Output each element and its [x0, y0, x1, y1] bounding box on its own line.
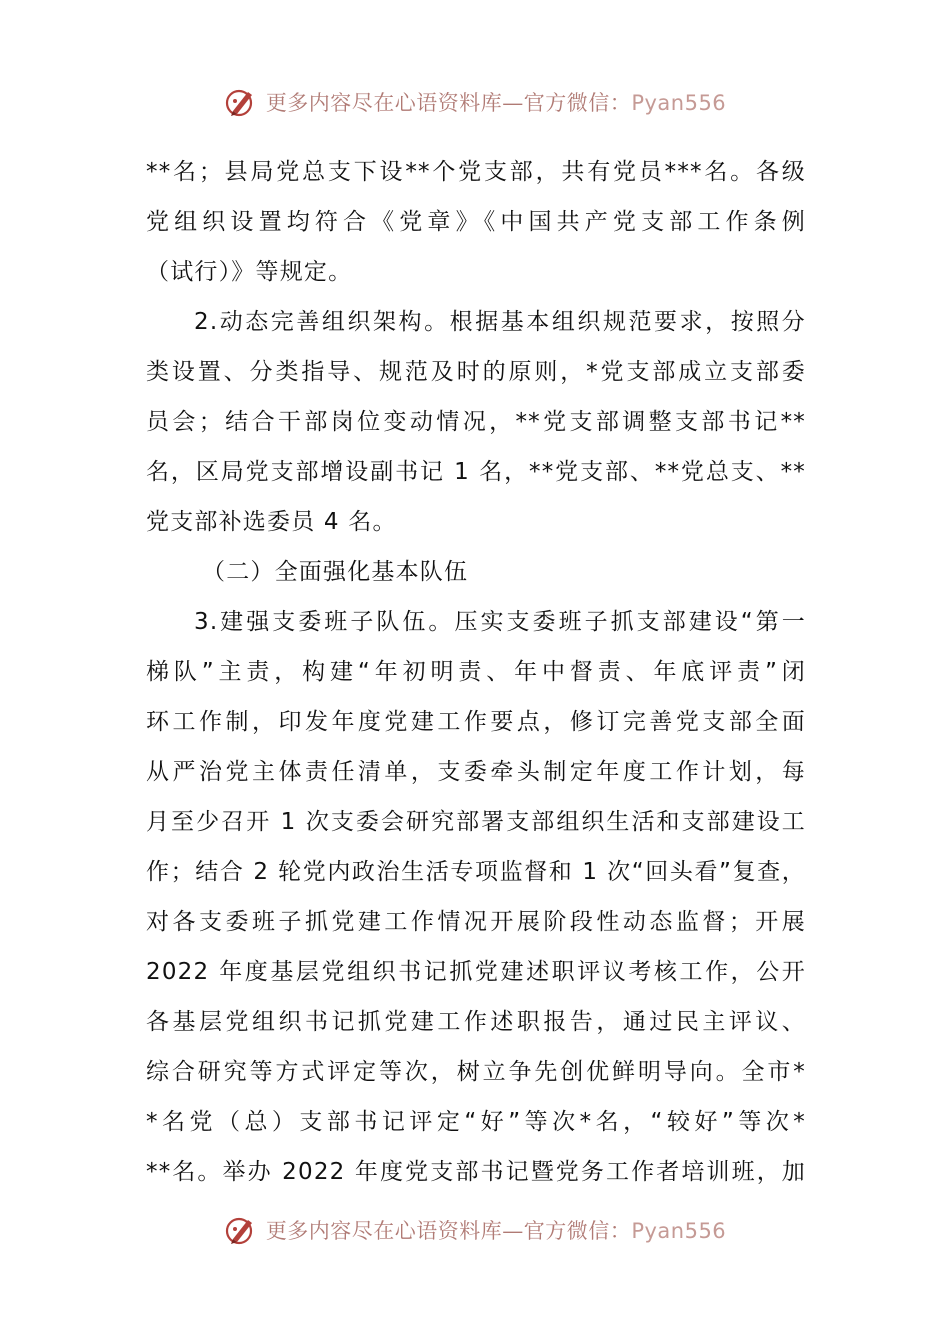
paragraph-line: 3.建强支委班子队伍。压实支委班子抓支部建设“第一 [194, 609, 806, 635]
paragraph-line: 名，区局党支部增设副书记 1 名，**党支部、**党总支、** [146, 459, 806, 485]
paragraph-line: 2.动态完善组织架构。根据基本组织规范要求，按照分 [194, 309, 806, 335]
watermark-text: 更多内容尽在心语资料库—官方微信：Pyan556 [265, 91, 727, 115]
paragraph-line: 员会；结合干部岗位变动情况，**党支部调整支部书记** [146, 409, 806, 435]
paragraph-line: *名党（总）支部书记评定“好”等次*名，“较好”等次* [146, 1109, 806, 1135]
watermark-footer [0, 1210, 950, 1250]
paragraph-line: 类设置、分类指导、规范及时的原则，*党支部成立支部委 [146, 359, 806, 385]
paragraph-line: 党支部补选委员 4 名。 [146, 509, 397, 535]
document-body [146, 147, 806, 1197]
paragraph-line: 环工作制，印发年度党建工作要点，修订完善党支部全面 [146, 709, 806, 735]
watermark-header [0, 82, 950, 122]
pen-circle-logo-icon [224, 1213, 258, 1247]
watermark-text: 更多内容尽在心语资料库—官方微信：Pyan556 [265, 1219, 727, 1243]
paragraph-line: 综合研究等方式评定等次，树立争先创优鲜明导向。全市* [146, 1059, 806, 1085]
section-heading: （二）全面强化基本队伍 [202, 559, 469, 585]
paragraph-line: **名；县局党总支下设**个党支部，共有党员***名。各级 [146, 159, 806, 185]
paragraph-line: 梯队”主责，构建“年初明责、年中督责、年底评责”闭 [146, 659, 806, 685]
paragraph-line: **名。举办 2022 年度党支部书记暨党务工作者培训班，加 [146, 1159, 806, 1185]
pen-circle-logo-icon [224, 85, 258, 119]
paragraph-line: 月至少召开 1 次支委会研究部署支部组织生活和支部建设工 [146, 809, 806, 835]
paragraph-line: 作；结合 2 轮党内政治生活专项监督和 1 次“回头看”复查， [146, 859, 806, 885]
paragraph-line: 各基层党组织书记抓党建工作述职报告，通过民主评议、 [146, 1009, 806, 1035]
paragraph-line: 党组织设置均符合《党章》《中国共产党支部工作条例 [146, 209, 806, 235]
paragraph-line: 2022 年度基层党组织书记抓党建述职评议考核工作，公开 [146, 959, 806, 985]
paragraph-line: （试行）》等规定。 [146, 259, 353, 285]
paragraph-line: 对各支委班子抓党建工作情况开展阶段性动态监督；开展 [146, 909, 806, 935]
paragraph-line: 从严治党主体责任清单，支委牵头制定年度工作计划，每 [146, 759, 806, 785]
